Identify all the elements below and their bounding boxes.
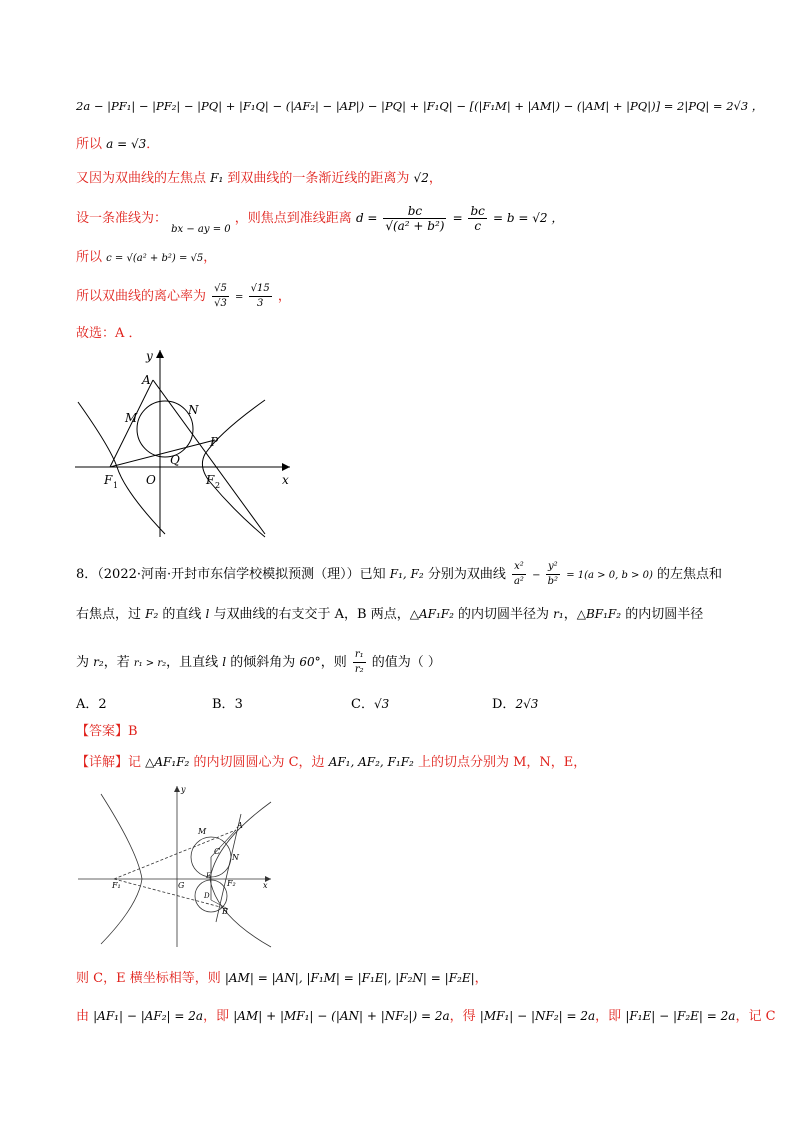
detail-line: 【详解】记 △AF₁F₂ 的内切圆圆心为 C，边 AF₁, AF₂, F₁F₂ 上的切点分别为 M，N，E， bbox=[76, 755, 587, 770]
derivation-line-1 bbox=[76, 96, 763, 117]
derivation-line-3: 又因为双曲线的左焦点 F₁ 到双曲线的一条渐近线的距离为 √2， bbox=[76, 171, 442, 186]
svg-text:F: F bbox=[206, 473, 215, 487]
derivation-line-5: 所以 c = √(a² + b²) = √5， bbox=[76, 250, 217, 265]
svg-text:2: 2 bbox=[215, 481, 221, 490]
svg-text:y: y bbox=[181, 785, 186, 794]
detail-line-3: 由 |AF₁| − |AF₂| = 2a，即 |AM| + |MF₁| − (|AN| + |NF₂|) = 2a，得 |MF₁| − |NF₂| = 2a，即 |F₁E| − |F₂E| = 2a，记 C bbox=[76, 1009, 776, 1024]
svg-text:C: C bbox=[214, 847, 221, 856]
derivation-equation: 2a − |PF₁| − |PF₂| − |PQ| + |F₁Q| − (|AF₂| − |AP|) − |PQ| + |F₁Q| − [(|F₁M| + |AM|) − (|AM| + |PQ|)] = 2|PQ| = 2√3 ， bbox=[76, 99, 764, 113]
svg-text:y: y bbox=[146, 349, 153, 363]
option-a[interactable]: A．2 bbox=[76, 697, 107, 712]
svg-text:N: N bbox=[188, 403, 199, 417]
question-8-line-2: 右焦点，过 F₂ 的直线 l 与双曲线的右支交于 A，B 两点，△AF₁F₂ 的内切圆半径为 r₁，△BF₁F₂ 的内切圆半径 bbox=[76, 607, 704, 622]
svg-text:Q: Q bbox=[170, 453, 180, 467]
svg-text:D: D bbox=[204, 892, 210, 900]
hyperbola-figure-2 bbox=[76, 782, 276, 950]
svg-text:M: M bbox=[198, 827, 207, 836]
option-d[interactable]: D．2√3 bbox=[492, 697, 539, 712]
svg-text:A: A bbox=[142, 373, 151, 387]
detail-line-2: 则 C，E 横坐标相等，则 |AM| = |AN|, |F₁M| = |F₁E|, |F₂N| = |F₂E|， bbox=[76, 971, 488, 986]
fraction-distance: $\frac{bc}{\text{√(a² + b²)}}$ bbox=[385, 204, 445, 233]
svg-text:F: F bbox=[104, 473, 113, 487]
svg-text:B: B bbox=[222, 907, 228, 916]
hyperbola-figure-1 bbox=[70, 342, 300, 542]
svg-text:x: x bbox=[263, 881, 268, 890]
svg-text:M: M bbox=[125, 411, 138, 425]
question-8-line-3: 为 r₂，若 r₁ > r₂，且直线 l 的倾斜角为 60°，则 $\frac{\text{r₁}}{\text{r₂}}$ 的值为（ ） bbox=[76, 649, 441, 675]
svg-text:E: E bbox=[206, 872, 212, 880]
svg-text:F₂: F₂ bbox=[227, 879, 236, 888]
svg-text:x: x bbox=[282, 473, 289, 487]
svg-text:O: O bbox=[146, 473, 156, 487]
option-b[interactable]: B．3 bbox=[212, 697, 243, 712]
answer-line: 【答案】B bbox=[76, 724, 138, 739]
derivation-line-6: 所以双曲线的离心率为 $\frac{√5}{√3}$ = $\frac{√15}{3}$ ， bbox=[76, 283, 291, 309]
option-c[interactable]: C．√3 bbox=[351, 697, 390, 712]
svg-text:G: G bbox=[178, 881, 185, 890]
svg-text:P: P bbox=[210, 435, 219, 449]
answer-choice-line: 故选：A ． bbox=[76, 326, 142, 341]
derivation-line-4: 设一条准线为： $_{bx - ay = 0}$ ，则焦点到准线距离 d = $\frac{bc}{\text{√(a² + b²)}}$ = $\frac{bc}{c}$ = b = √2 ， bbox=[76, 204, 564, 235]
svg-text:1: 1 bbox=[113, 481, 119, 490]
svg-text:N: N bbox=[232, 853, 239, 862]
svg-text:F₁: F₁ bbox=[112, 881, 121, 890]
question-8-line-1: 8．（2022·河南·开封市东信学校模拟预测（理））已知 F₁, F₂ 分别为双曲线 $\frac{\text{x²}}{\text{a²}}$ − $\frac{\text{y²}}{\text{b²}}$ = 1(a > 0, b > 0) 的左焦点和 bbox=[76, 561, 722, 587]
svg-text:A: A bbox=[237, 821, 243, 830]
derivation-line-2: 所以 a = √3． bbox=[76, 137, 160, 152]
